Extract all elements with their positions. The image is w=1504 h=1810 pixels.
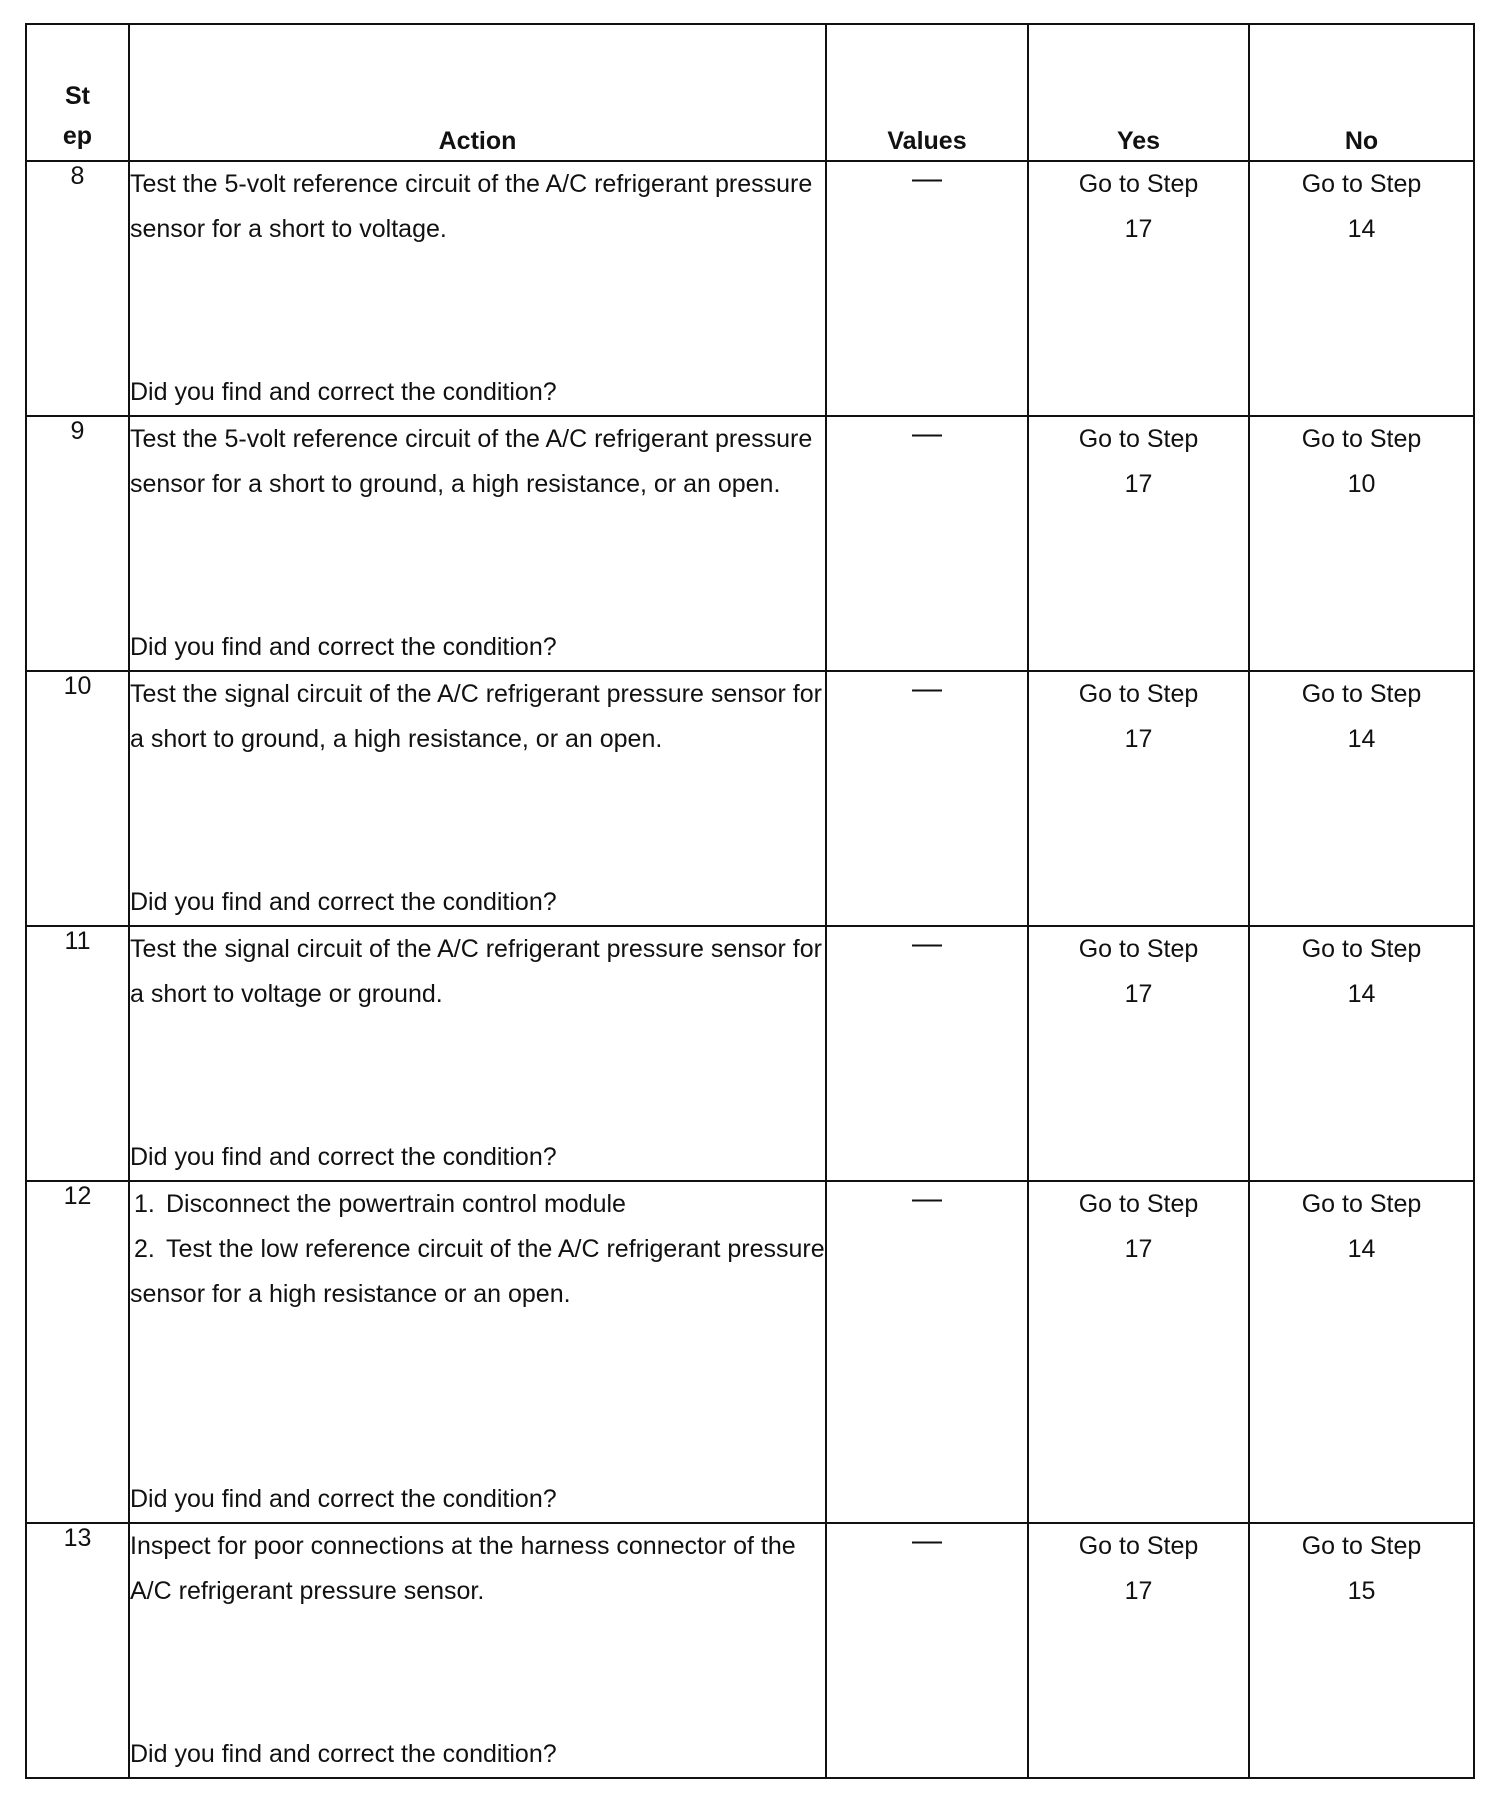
no-label: Go to Step [1301, 170, 1422, 198]
action-list-item [130, 1182, 825, 1227]
yes-label: Go to Step [1078, 1190, 1199, 1218]
step-number: 11 [26, 926, 129, 1181]
yes-cell [1028, 926, 1249, 1181]
values-cell: — [826, 926, 1028, 1181]
yes-step: 17 [1124, 470, 1153, 498]
list-text: Test the low reference circuit of the A/C refrigerant pressure sensor for a high resistance or an open. [130, 1235, 825, 1308]
yes-cell [1028, 1523, 1249, 1778]
table-row [26, 1181, 1474, 1523]
no-step: 14 [1347, 1235, 1376, 1263]
list-number: 2. [134, 1235, 155, 1263]
yes-step: 17 [1124, 215, 1153, 243]
yes-label: Go to Step [1078, 1532, 1199, 1560]
yes-label: Go to Step [1078, 425, 1199, 453]
no-step: 14 [1347, 725, 1376, 753]
action-text: Test the signal circuit of the A/C refrigerant pressure sensor for a short to voltage or ground. [130, 935, 822, 1008]
step-number: 10 [26, 671, 129, 926]
table-row [26, 926, 1474, 1181]
no-cell [1249, 926, 1474, 1181]
values-cell: — [826, 1523, 1028, 1778]
action-cell [129, 671, 826, 926]
no-cell [1249, 671, 1474, 926]
header-action: Action [129, 24, 826, 161]
yes-step: 17 [1124, 725, 1153, 753]
action-list-item [130, 1227, 825, 1317]
values-cell: — [826, 416, 1028, 671]
action-cell [129, 926, 826, 1181]
no-label: Go to Step [1301, 1532, 1422, 1560]
no-label: Go to Step [1301, 935, 1422, 963]
table-row [26, 671, 1474, 926]
action-question: Did you find and correct the condition? [130, 888, 557, 916]
action-cell [129, 1181, 826, 1523]
action-text: Test the signal circuit of the A/C refrigerant pressure sensor for a short to ground, a high resistance, or an open. [130, 680, 822, 753]
header-no: No [1249, 24, 1474, 161]
yes-label: Go to Step [1078, 680, 1199, 708]
no-step: 10 [1347, 470, 1376, 498]
no-label: Go to Step [1301, 425, 1422, 453]
no-step: 14 [1347, 215, 1376, 243]
yes-label: Go to Step [1078, 170, 1199, 198]
yes-step: 17 [1124, 980, 1153, 1008]
yes-cell [1028, 671, 1249, 926]
values-cell: — [826, 161, 1028, 416]
action-cell [129, 1523, 826, 1778]
table-row [26, 416, 1474, 671]
values-cell: — [826, 1181, 1028, 1523]
table-row [26, 1523, 1474, 1778]
yes-step: 17 [1124, 1235, 1153, 1263]
diagnostic-table [25, 23, 1475, 1779]
header-values: Values [826, 24, 1028, 161]
header-step-line2: ep [62, 122, 93, 150]
no-cell [1249, 1523, 1474, 1778]
yes-cell [1028, 416, 1249, 671]
action-question: Did you find and correct the condition? [130, 1485, 557, 1513]
no-cell [1249, 1181, 1474, 1523]
yes-step: 17 [1124, 1577, 1153, 1605]
step-number: 9 [26, 416, 129, 671]
action-text: Test the 5-volt reference circuit of the A/C refrigerant pressure sensor for a short to voltage. [130, 170, 813, 243]
yes-cell [1028, 161, 1249, 416]
action-text: Inspect for poor connections at the harness connector of the A/C refrigerant pressure sensor. [130, 1532, 796, 1605]
list-number: 1. [134, 1190, 155, 1218]
step-number: 12 [26, 1181, 129, 1523]
action-question: Did you find and correct the condition? [130, 1740, 557, 1768]
header-yes: Yes [1028, 24, 1249, 161]
header-row [26, 24, 1474, 161]
no-label: Go to Step [1301, 1190, 1422, 1218]
no-cell [1249, 416, 1474, 671]
action-text: Test the 5-volt reference circuit of the A/C refrigerant pressure sensor for a short to ground, a high resistance, or an open. [130, 425, 813, 498]
values-cell: — [826, 671, 1028, 926]
action-question: Did you find and correct the condition? [130, 378, 557, 406]
list-text: Disconnect the powertrain control module [166, 1190, 626, 1218]
action-question: Did you find and correct the condition? [130, 633, 557, 661]
no-step: 14 [1347, 980, 1376, 1008]
step-number: 8 [26, 161, 129, 416]
header-step [26, 24, 129, 161]
yes-cell [1028, 1181, 1249, 1523]
no-cell [1249, 161, 1474, 416]
yes-label: Go to Step [1078, 935, 1199, 963]
no-step: 15 [1347, 1577, 1376, 1605]
step-number: 13 [26, 1523, 129, 1778]
action-question: Did you find and correct the condition? [130, 1143, 557, 1171]
header-step-line1: St [65, 82, 90, 110]
action-cell [129, 416, 826, 671]
no-label: Go to Step [1301, 680, 1422, 708]
action-cell [129, 161, 826, 416]
table-row [26, 161, 1474, 416]
action-list [130, 1182, 825, 1317]
